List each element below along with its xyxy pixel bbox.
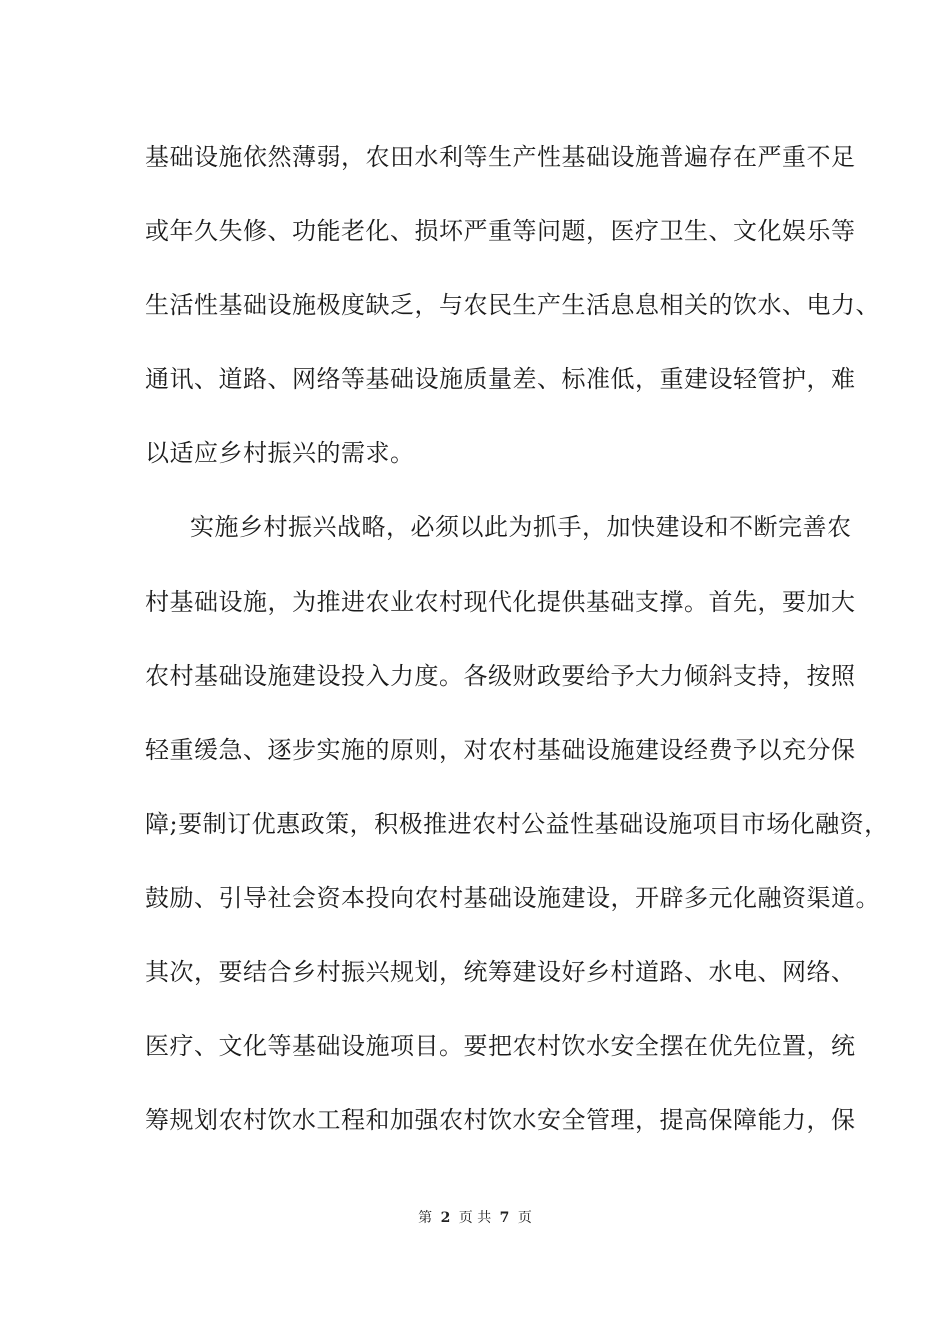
footer-prefix: 第: [418, 1210, 433, 1226]
text-line: 通讯、道路、网络等基础设施质量差、标准低，重建设轻管护，难: [145, 365, 856, 393]
text-line: 农村基础设施建设投入力度。各级财政要给予大力倾斜支持，按照: [145, 662, 856, 690]
paragraph-start-line: 实施乡村振兴战略，必须以此为抓手，加快建设和不断完善农: [190, 513, 852, 541]
footer-mid: 页 共: [458, 1210, 492, 1226]
text-line: 障;要制订优惠政策，积极推进农村公益性基础设施项目市场化融资，: [145, 810, 889, 838]
footer-suffix: 页: [517, 1210, 532, 1226]
text-line: 筹规划农村饮水工程和加强农村饮水安全管理，提高保障能力，保: [145, 1106, 856, 1134]
text-line: 村基础设施，为推进农业农村现代化提供基础支撑。首先，要加大: [145, 588, 856, 616]
page-footer: [0, 1208, 950, 1228]
text-line: 生活性基础设施极度缺乏，与农民生产生活息息相关的饮水、电力、: [145, 291, 880, 319]
text-line: 基础设施依然薄弱，农田水利等生产性基础设施普遍存在严重不足: [145, 143, 856, 171]
current-page-number: 2: [440, 1210, 451, 1226]
text-line: 轻重缓急、逐步实施的原则，对农村基础设施建设经费予以充分保: [145, 736, 856, 764]
text-line: 以适应乡村振兴的需求。: [145, 439, 415, 467]
text-line: 其次，要结合乡村振兴规划，统筹建设好乡村道路、水电、网络、: [145, 958, 856, 986]
total-pages-number: 7: [499, 1210, 510, 1226]
text-line: 或年久失修、功能老化、损坏严重等问题，医疗卫生、文化娱乐等: [145, 217, 856, 245]
text-line: 医疗、文化等基础设施项目。要把农村饮水安全摆在优先位置，统: [145, 1032, 856, 1060]
text-line: 鼓励、引导社会资本投向农村基础设施建设，开辟多元化融资渠道。: [145, 884, 880, 912]
